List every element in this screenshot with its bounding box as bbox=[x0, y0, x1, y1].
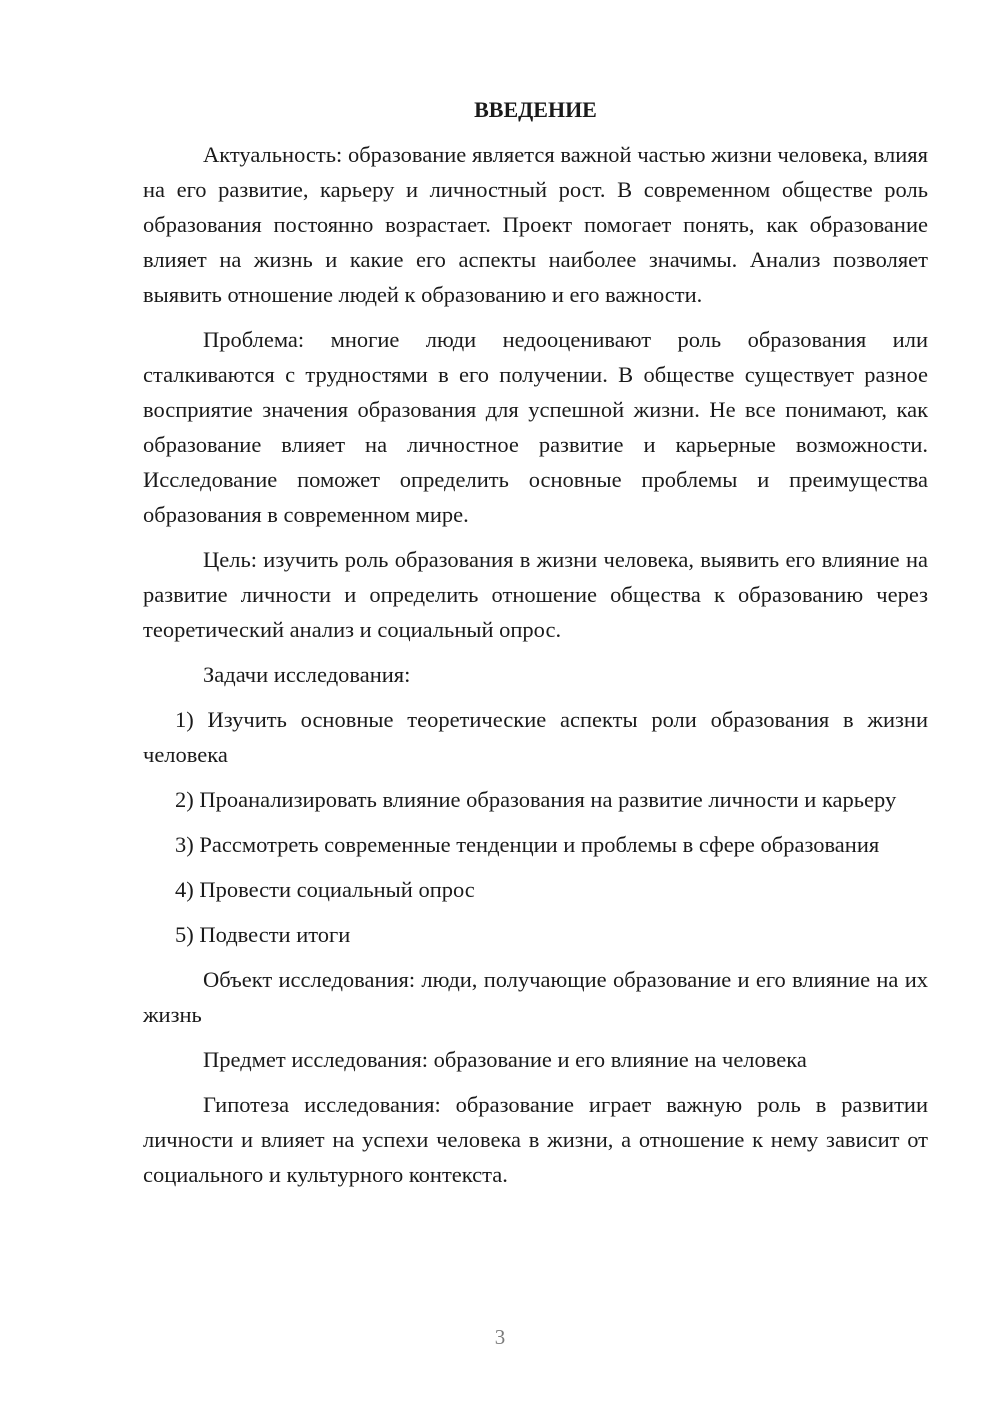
page-content bbox=[143, 92, 928, 1192]
task-item-2: 2) Проанализировать влияние образования на развитие личности и карьеру bbox=[175, 787, 897, 812]
goal-paragraph: Цель: изучить роль образования в жизни человека, выявить его влияние на развитие личности и определить отношение общества к образованию через теоретический анализ и социальный опрос. bbox=[143, 547, 928, 642]
relevance-paragraph: Актуальность: образование является важной частью жизни человека, влияя на его развитие, карьеру и личностный рост. В современном обществе роль образования постоянно возрастает. Проект помогает понять, как образование влияет на жизнь и какие его аспекты наиболее значимы. Анализ позволяет выявить отношение людей к образованию и его важности. bbox=[143, 142, 928, 307]
page-title: ВВЕДЕНИЕ bbox=[474, 97, 597, 122]
hypothesis-paragraph: Гипотеза исследования: образование играет важную роль в развитии личности и влияет на успехи человека в жизни, а отношение к нему зависит от социального и культурного контекста. bbox=[143, 1092, 928, 1187]
task-item-1: 1) Изучить основные теоретические аспекты роли образования в жизни человека bbox=[143, 707, 928, 767]
page-number: 3 bbox=[494, 1325, 506, 1349]
task-item-4: 4) Провести социальный опрос bbox=[175, 877, 475, 902]
tasks-heading: Задачи исследования: bbox=[203, 662, 411, 687]
task-item-3: 3) Рассмотреть современные тенденции и проблемы в сфере образования bbox=[175, 832, 880, 857]
subject-paragraph: Предмет исследования: образование и его влияние на человека bbox=[203, 1047, 807, 1072]
object-paragraph: Объект исследования: люди, получающие образование и его влияние на их жизнь bbox=[143, 967, 928, 1027]
problem-paragraph: Проблема: многие люди недооценивают роль образования или сталкиваются с трудностями в его получении. В обществе существует разное восприятие значения образования для успешной жизни. Не все понимают, как образование влияет на личностное развитие и карьерные возможности. Исследование поможет определить основные проблемы и преимущества образования в современном мире. bbox=[143, 327, 928, 527]
task-item-5: 5) Подвести итоги bbox=[175, 922, 351, 947]
